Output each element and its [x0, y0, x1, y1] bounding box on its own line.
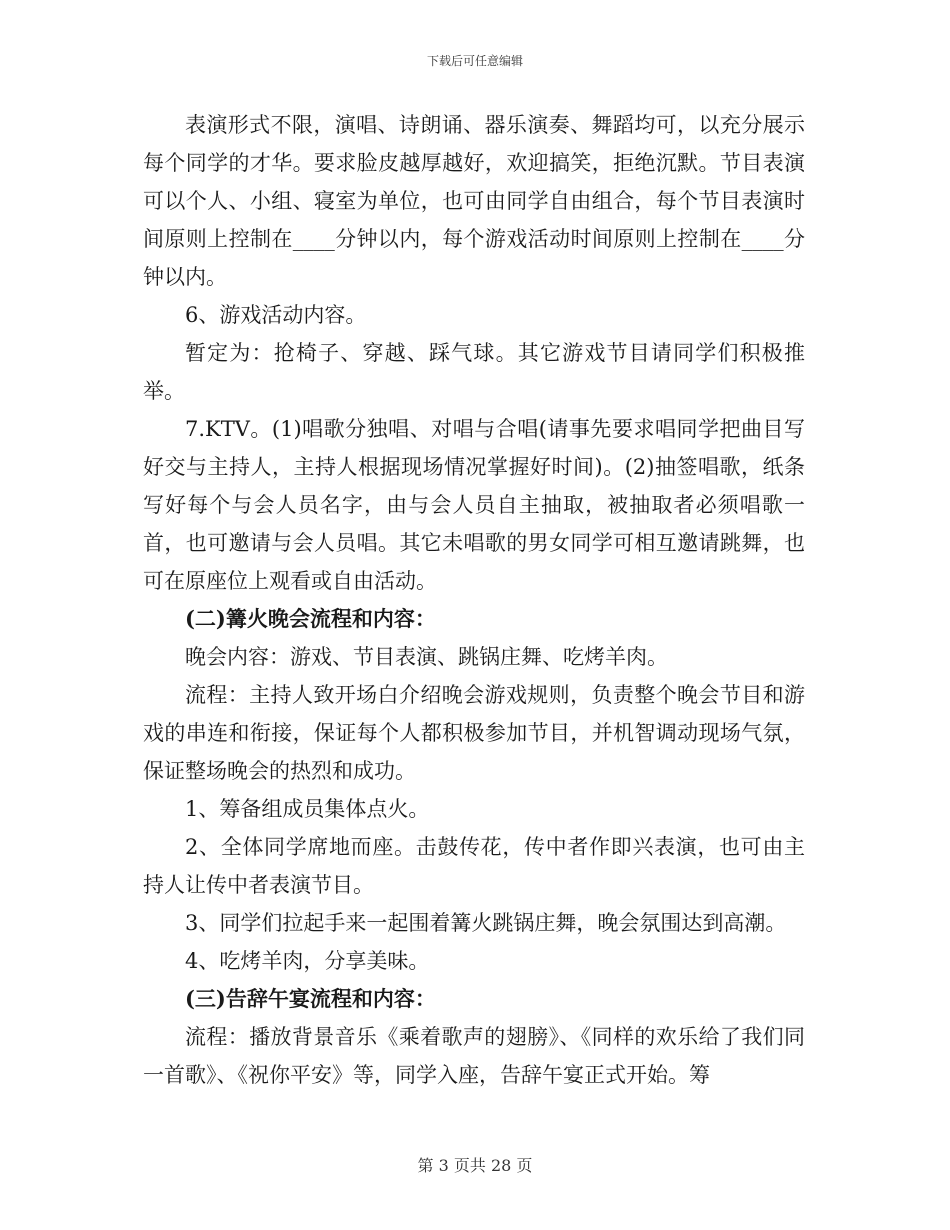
- paragraph-game-activities-heading: 6、游戏活动内容。: [185, 303, 367, 327]
- paragraph-step-2: 2、全体同学席地而座。击鼓传花，传中者作即兴表演，也可由主持人让传中者表演节目。: [143, 835, 805, 897]
- page-header: 下载后可任意编辑: [426, 54, 523, 68]
- paragraph-ktv: 7.KTV。(1)唱歌分独唱、对唱与合唱(请事先要求唱同学把曲目写好交与主持人，主持人根据现场情况掌握好时间)。(2)抽签唱歌，纸条写好每个与会人员名字，由与会人员自主抽取，被抽取者必须唱歌一首，也可邀请与会人员唱。其它未唱歌的男女同学可相互邀请跳舞，也可在原座位上观看或自由活动。: [143, 417, 805, 593]
- paragraph-step-3: 3、同学们拉起手来一起围着篝火跳锅庄舞，晚会氛围达到高潮。: [185, 911, 787, 935]
- page-footer: 第 3 页共 28 页: [417, 1156, 533, 1175]
- paragraph-bonfire-content: 晚会内容：游戏、节目表演、跳锅庄舞、吃烤羊肉。: [185, 645, 668, 669]
- paragraph-games-list: 暂定为：抢椅子、穿越、踩气球。其它游戏节目请同学们积极推举。: [143, 341, 805, 403]
- paragraph-performance-format: 表演形式不限，演唱、诗朗诵、器乐演奏、舞蹈均可，以充分展示每个同学的才华。要求脸皮越厚越好，欢迎搞笑，拒绝沉默。节目表演可以个人、小组、寝室为单位，也可由同学自由组合，每个节目表演时间原则上控制在____分钟以内，每个游戏活动时间原则上控制在____分钟以内。: [143, 113, 805, 289]
- section-heading-bonfire: (二)篝火晚会流程和内容：: [185, 606, 436, 631]
- paragraph-farewell-process: 流程：播放背景音乐《乘着歌声的翅膀》、《同样的欢乐给了我们同一首歌》、《祝你平安》等，同学入座，告辞午宴正式开始。筹: [143, 1025, 805, 1087]
- document-body: [143, 106, 805, 1094]
- paragraph-step-1: 1、筹备组成员集体点火。: [185, 797, 430, 821]
- section-heading-farewell-lunch: (三)告辞午宴流程和内容：: [185, 986, 436, 1011]
- paragraph-bonfire-process: 流程：主持人致开场白介绍晚会游戏规则，负责整个晚会节目和游戏的串连和衔接，保证每个人都积极参加节目，并机智调动现场气氛，保证整场晚会的热烈和成功。: [143, 683, 805, 783]
- paragraph-step-4: 4、吃烤羊肉，分享美味。: [185, 949, 430, 973]
